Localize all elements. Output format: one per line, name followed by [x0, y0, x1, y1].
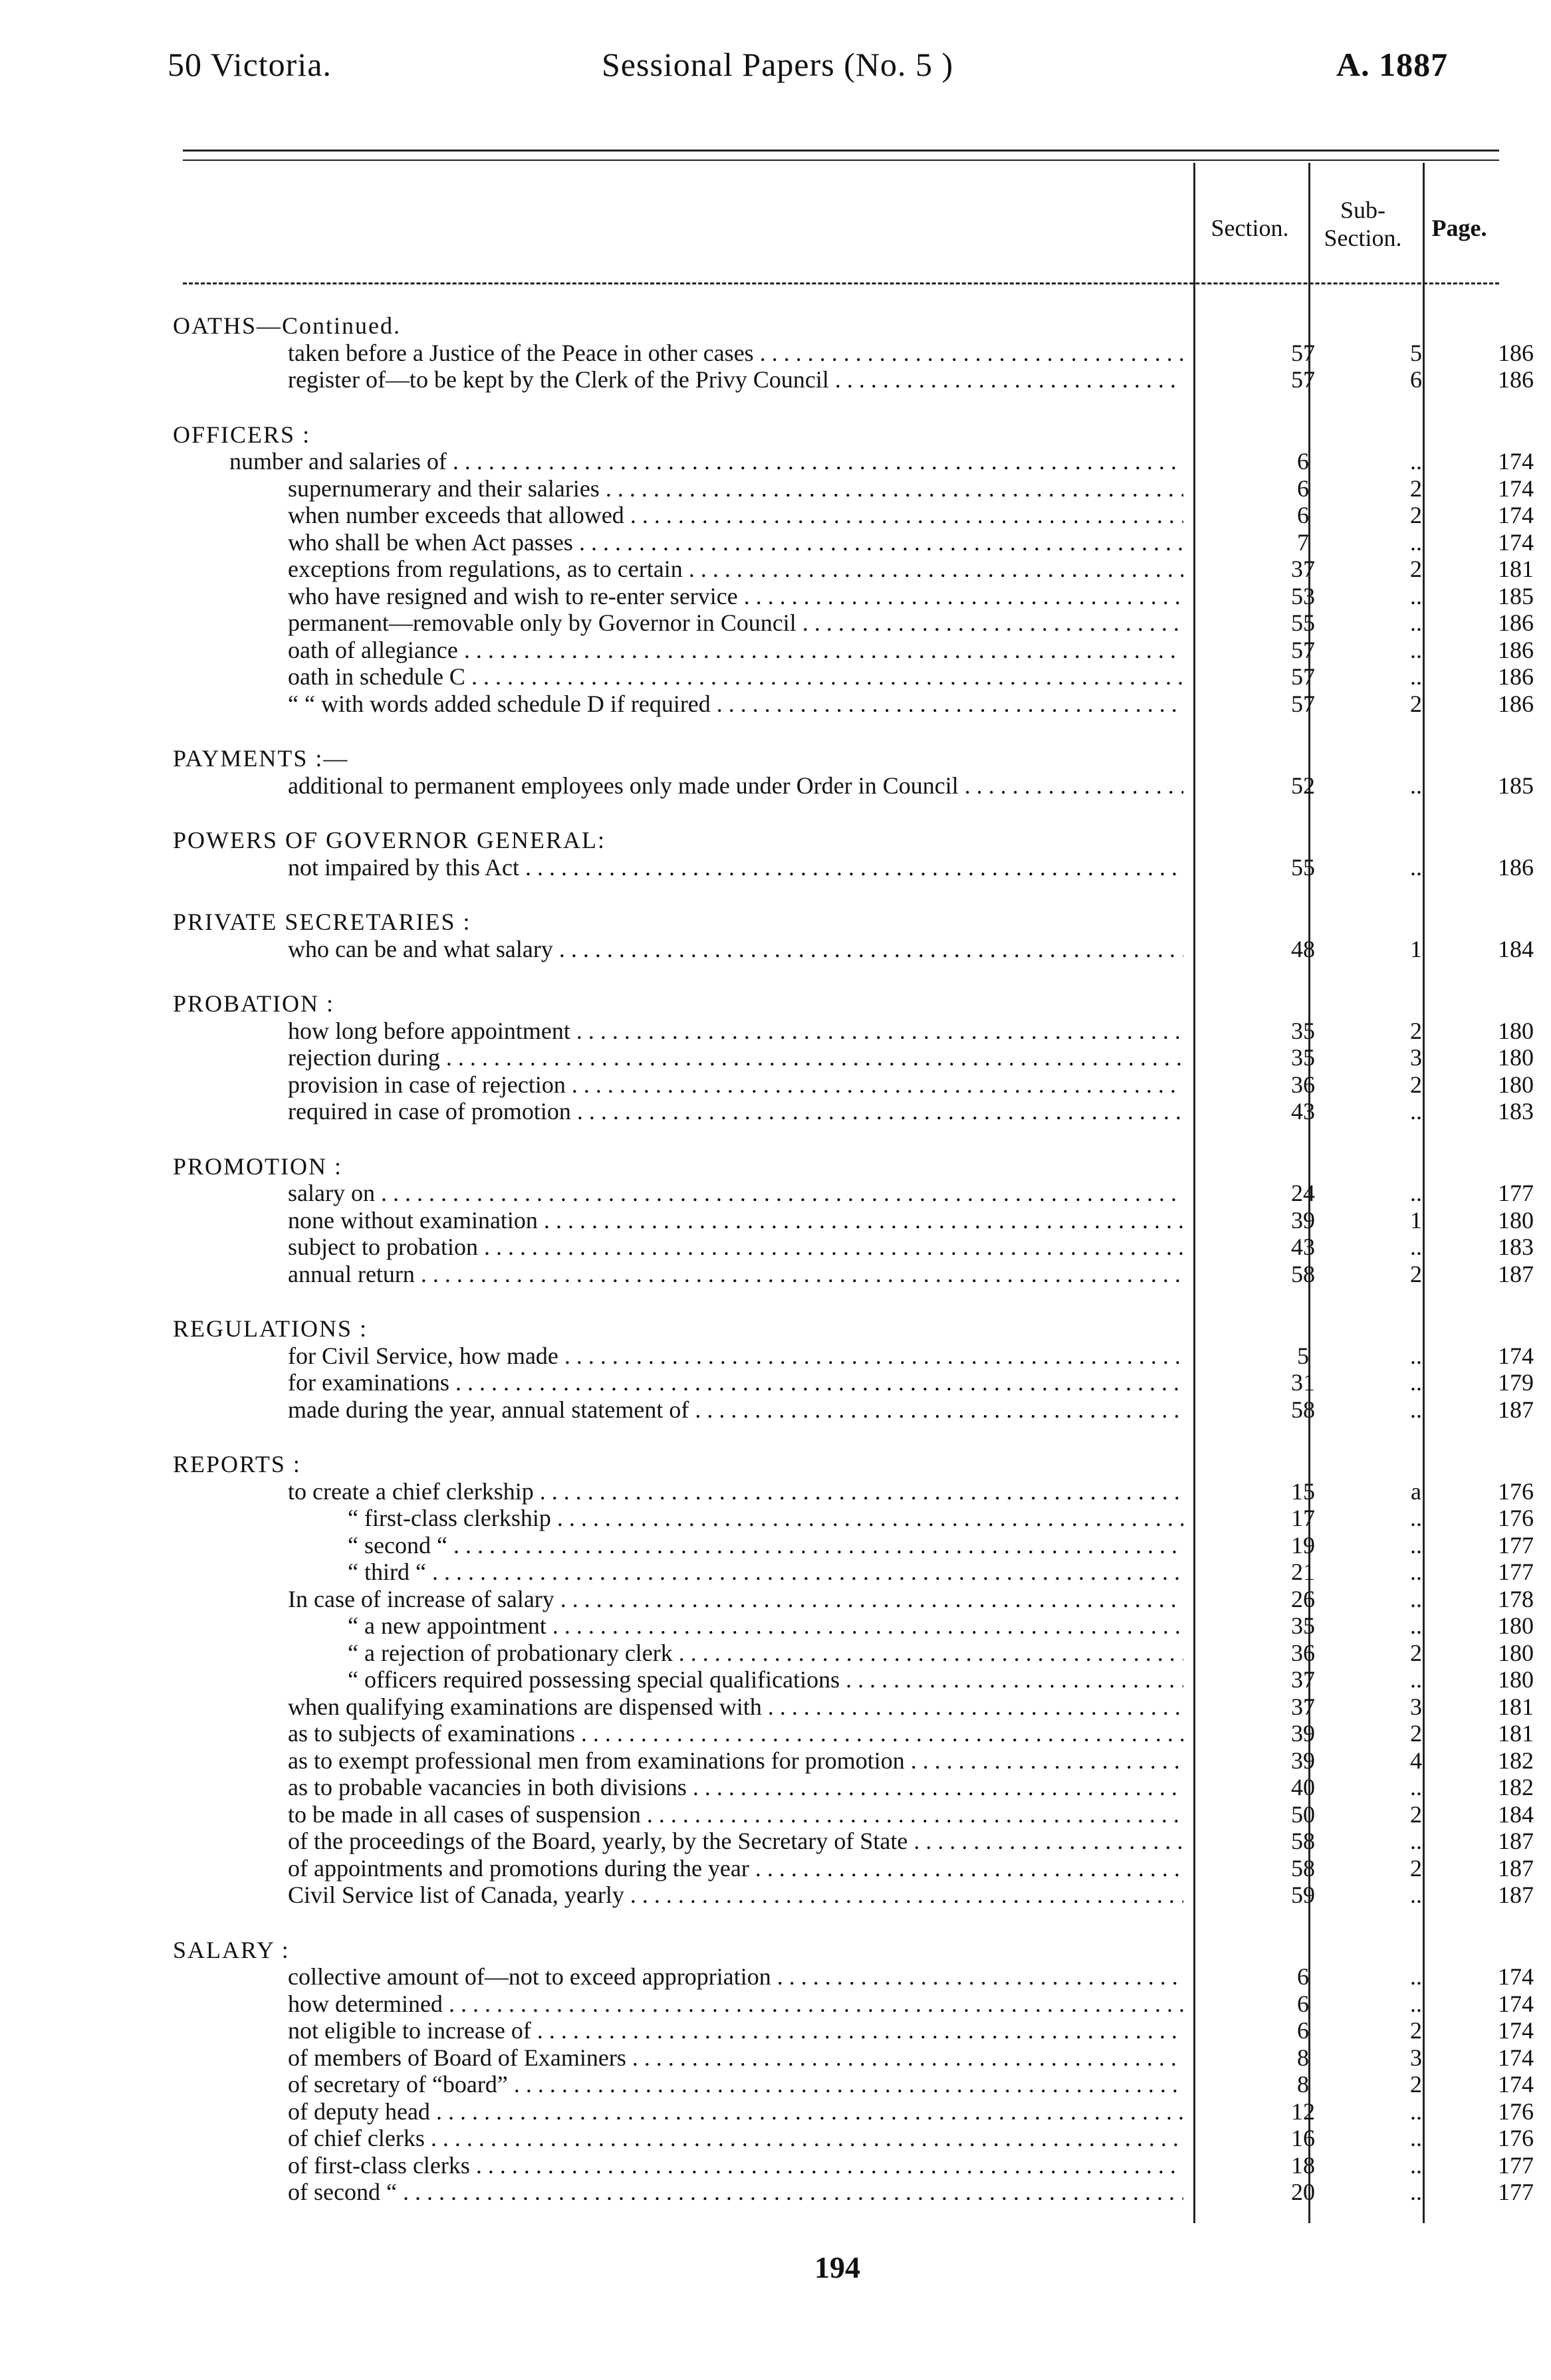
- subsection-number: ..: [1410, 1396, 1422, 1423]
- subsection-number: ..: [1410, 772, 1422, 799]
- subsection-number: ..: [1410, 1369, 1422, 1396]
- index-row: [173, 1774, 1534, 1801]
- section-number: 39: [1291, 1747, 1315, 1774]
- section-number: 37: [1291, 1693, 1315, 1720]
- subsection-number: 2: [1410, 1071, 1422, 1098]
- entry-label: when number exceeds that allowed . . .: [288, 502, 1183, 529]
- subsection-number: ..: [1410, 853, 1422, 881]
- index-row: [173, 1206, 1534, 1234]
- section-number: 37: [1291, 556, 1315, 582]
- page-number-cell: 181: [1498, 1693, 1534, 1720]
- subsection-number: 3: [1410, 2044, 1422, 2071]
- page-number-cell: 177: [1498, 2179, 1534, 2205]
- page-number-cell: 182: [1498, 1774, 1534, 1800]
- section-number: 55: [1291, 609, 1315, 636]
- section-number: 8: [1297, 2044, 1309, 2071]
- section-number: 24: [1291, 1180, 1315, 1206]
- index-row: [173, 1260, 1534, 1288]
- index-row: [173, 690, 1534, 718]
- entry-label: as to exempt professional men from examinations for promotion . . .: [288, 1747, 1183, 1775]
- subsection-number: 2: [1410, 475, 1422, 502]
- subsection-number: 2: [1410, 2071, 1422, 2098]
- section-number: 20: [1291, 2179, 1315, 2205]
- entry-label: of chief clerks . . .: [288, 2125, 1183, 2152]
- header-rule: [183, 282, 1499, 284]
- index-row: [173, 2044, 1534, 2072]
- section-number: 59: [1291, 1882, 1315, 1908]
- index-row: [173, 1854, 1534, 1882]
- index-row: [173, 1044, 1534, 1071]
- page-number-cell: 183: [1498, 1098, 1534, 1125]
- entry-label: “ second “ . . .: [348, 1532, 1183, 1559]
- entry-label: as to subjects of examinations . . .: [288, 1720, 1183, 1747]
- entry-label: number and salaries of . . .: [229, 448, 1183, 475]
- subsection-number: ..: [1410, 2098, 1422, 2125]
- heading-label: SALARY :: [173, 1936, 290, 1963]
- page-number-cell: 174: [1498, 502, 1534, 528]
- index-row: [173, 2151, 1534, 2179]
- entry-label: when qualifying examinations are dispensed with . . .: [288, 1693, 1183, 1721]
- entry-label: “ a rejection of probationary clerk . . .: [348, 1640, 1183, 1667]
- page-number-cell: 174: [1498, 1963, 1534, 1990]
- entry-label: who have resigned and wish to re-enter service . . .: [288, 583, 1183, 610]
- page-number-cell: 187: [1498, 1854, 1534, 1882]
- section-number: 26: [1291, 1585, 1315, 1612]
- index-row: [173, 935, 1534, 963]
- index-heading: [173, 1937, 1516, 1964]
- index-row: [173, 2098, 1534, 2125]
- page-number-cell: 174: [1498, 528, 1534, 556]
- entry-label: “ a new appointment . . .: [348, 1612, 1183, 1640]
- page-number-cell: 176: [1498, 2125, 1534, 2151]
- subsection-number: 5: [1410, 339, 1422, 366]
- page-number-cell: 177: [1498, 1559, 1534, 1585]
- subsection-number: ..: [1410, 663, 1422, 690]
- page-number-cell: 180: [1498, 1071, 1534, 1098]
- index-row: [173, 1800, 1534, 1828]
- page-number-cell: 179: [1498, 1369, 1534, 1396]
- page-number-cell: 174: [1498, 2017, 1534, 2044]
- entry-label: salary on . . .: [288, 1180, 1183, 1207]
- row-spacer: [173, 1125, 1516, 1153]
- header-left: 50 Victoria.: [168, 46, 332, 83]
- subsection-number: 2: [1410, 1800, 1422, 1828]
- subsection-number: ..: [1410, 1666, 1422, 1693]
- index-heading: [173, 909, 1516, 936]
- page-number-cell: 186: [1498, 853, 1534, 881]
- subsection-number: ..: [1410, 636, 1422, 663]
- section-number: 6: [1297, 448, 1309, 475]
- section-number: 6: [1297, 502, 1309, 528]
- index-heading: [173, 1153, 1516, 1180]
- section-number: 57: [1291, 690, 1315, 717]
- entry-label: not eligible to increase of . . .: [288, 2017, 1183, 2044]
- index-row: [173, 1747, 1534, 1775]
- page-number-cell: 180: [1498, 1206, 1534, 1234]
- page-number-cell: 174: [1498, 1342, 1534, 1369]
- entry-label: not impaired by this Act . . .: [288, 854, 1183, 881]
- heading-label: PROBATION :: [173, 990, 335, 1017]
- subsection-number: ..: [1410, 1531, 1422, 1559]
- index-row: [173, 2125, 1534, 2152]
- entry-label: additional to permanent employees only made under Order in Council . . .: [288, 772, 1183, 800]
- section-number: 58: [1291, 1828, 1315, 1854]
- top-rule: [183, 150, 1499, 152]
- page-number-cell: 180: [1498, 1044, 1534, 1071]
- subsection-number: ..: [1410, 1585, 1422, 1612]
- index-row: [173, 1693, 1534, 1721]
- index-row: [173, 528, 1534, 556]
- section-number: 35: [1291, 1044, 1315, 1071]
- section-number: 58: [1291, 1396, 1315, 1423]
- index-row: [173, 2017, 1534, 2044]
- entry-label: none without examination . . .: [288, 1207, 1183, 1234]
- entry-label: oath in schedule C . . .: [288, 663, 1183, 691]
- entry-label: who can be and what salary . . .: [288, 936, 1183, 963]
- index-row: [173, 448, 1534, 475]
- heading-label: OATHS—Continued.: [173, 312, 402, 339]
- section-number: 5: [1297, 1342, 1309, 1369]
- section-number: 35: [1291, 1612, 1315, 1639]
- index-row: [173, 1180, 1534, 1207]
- row-spacer: [173, 799, 1516, 827]
- page-number-cell: 187: [1498, 1260, 1534, 1287]
- section-number: 53: [1291, 582, 1315, 609]
- header-title: Sessional Papers (No. 5 ): [602, 46, 954, 83]
- subsection-number: 3: [1410, 1044, 1422, 1071]
- section-number: 55: [1291, 853, 1315, 881]
- row-spacer: [173, 1909, 1516, 1937]
- column-header-subsection-line2: Section.: [1324, 225, 1402, 251]
- index-row: [173, 1720, 1534, 1747]
- entry-label: to be made in all cases of suspension . . .: [288, 1801, 1183, 1828]
- row-spacer: [173, 881, 1516, 909]
- entry-label: for examinations . . .: [288, 1369, 1183, 1396]
- section-number: 7: [1297, 528, 1309, 556]
- index-row: [173, 1531, 1534, 1559]
- page-number-cell: 186: [1498, 690, 1534, 717]
- heading-label: PRIVATE SECRETARIES :: [173, 909, 471, 935]
- entry-label: oath of allegiance . . .: [288, 637, 1183, 664]
- top-rule-second: [183, 160, 1499, 161]
- section-number: 18: [1291, 2151, 1315, 2179]
- row-spacer: [173, 1287, 1516, 1315]
- index-row: [173, 1396, 1534, 1424]
- subsection-number: 2: [1410, 1854, 1422, 1882]
- section-number: 57: [1291, 636, 1315, 663]
- entry-label: “ officers required possessing special qualifications . . .: [348, 1666, 1183, 1693]
- section-number: 6: [1297, 1963, 1309, 1990]
- subsection-number: ..: [1410, 1098, 1422, 1125]
- section-number: 6: [1297, 2017, 1309, 2044]
- section-number: 19: [1291, 1531, 1315, 1559]
- index-row: [173, 582, 1534, 610]
- page-number-cell: 174: [1498, 2044, 1534, 2071]
- entry-label: supernumerary and their salaries . . .: [288, 475, 1183, 502]
- entry-label: In case of increase of salary . . .: [288, 1586, 1183, 1613]
- subsection-number: 2: [1410, 2017, 1422, 2044]
- index-row: [173, 475, 1534, 502]
- index-row: [173, 1585, 1534, 1613]
- index-row: [173, 1828, 1534, 1855]
- section-number: 36: [1291, 1639, 1315, 1666]
- subsection-number: 2: [1410, 1720, 1422, 1747]
- index-row: [173, 1666, 1534, 1693]
- index-row: [173, 1963, 1534, 1991]
- column-header-section: Section.: [1211, 215, 1289, 241]
- page-number-cell: 174: [1498, 1990, 1534, 2017]
- heading-label: PROMOTION :: [173, 1152, 343, 1180]
- index-row: [173, 1369, 1534, 1396]
- entry-label: of deputy head . . .: [288, 2098, 1183, 2125]
- row-spacer: [173, 717, 1516, 745]
- index-row: [173, 609, 1534, 637]
- subsection-number: ..: [1410, 528, 1422, 556]
- page-number-cell: 180: [1498, 1612, 1534, 1639]
- entry-label: of second “ . . .: [288, 2179, 1183, 2206]
- index-row: [173, 663, 1534, 691]
- page-number-cell: 176: [1498, 1477, 1534, 1505]
- row-spacer: [173, 962, 1516, 990]
- column-header-subsection: [1310, 196, 1416, 252]
- page-number-cell: 187: [1498, 1396, 1534, 1423]
- section-number: 52: [1291, 772, 1315, 799]
- subsection-number: ..: [1410, 1505, 1422, 1531]
- section-number: 31: [1291, 1369, 1315, 1396]
- section-number: 43: [1291, 1234, 1315, 1260]
- index-row: [173, 1234, 1534, 1261]
- subsection-number: ..: [1410, 2151, 1422, 2179]
- subsection-number: ..: [1410, 2179, 1422, 2205]
- entry-label: permanent—removable only by Governor in Council . . .: [288, 609, 1183, 637]
- index-body: [173, 312, 1534, 2206]
- entry-label: rejection during . . .: [288, 1044, 1183, 1071]
- section-number: 36: [1291, 1071, 1315, 1098]
- column-header-page: Page.: [1431, 215, 1487, 241]
- section-number: 21: [1291, 1559, 1315, 1585]
- index-row: [173, 502, 1534, 529]
- section-number: 12: [1291, 2098, 1315, 2125]
- index-row: [173, 853, 1534, 881]
- index-row: [173, 1342, 1534, 1370]
- page-number-cell: 176: [1498, 1505, 1534, 1531]
- index-row: [173, 2071, 1534, 2098]
- page-number-cell: 176: [1498, 2098, 1534, 2125]
- heading-label: OFFICERS :: [173, 421, 311, 448]
- index-row: [173, 339, 1534, 367]
- index-row: [173, 1882, 1534, 1909]
- page-number-cell: 184: [1498, 1800, 1534, 1828]
- entry-label: of members of Board of Examiners . . .: [288, 2044, 1183, 2072]
- entry-label: “ first-class clerkship . . .: [348, 1505, 1183, 1532]
- page-number-cell: 181: [1498, 556, 1534, 582]
- page-number-cell: 174: [1498, 2071, 1534, 2098]
- subsection-number: 2: [1410, 556, 1422, 582]
- page-number-cell: 178: [1498, 1585, 1534, 1612]
- entry-label: for Civil Service, how made . . .: [288, 1343, 1183, 1370]
- entry-label: provision in case of rejection . . .: [288, 1071, 1183, 1099]
- index-row: [173, 1071, 1534, 1099]
- index-row: [173, 636, 1534, 664]
- entry-label: made during the year, annual statement of . . .: [288, 1396, 1183, 1424]
- page-number-cell: 186: [1498, 663, 1534, 690]
- page-number-cell: 174: [1498, 475, 1534, 502]
- heading-label: REPORTS :: [173, 1451, 301, 1477]
- page-number-cell: 177: [1498, 2151, 1534, 2179]
- entry-label: annual return . . .: [288, 1261, 1183, 1288]
- subsection-number: 6: [1410, 366, 1422, 393]
- page-number-cell: 183: [1498, 1234, 1534, 1260]
- row-spacer: [173, 1423, 1516, 1451]
- page-number-cell: 181: [1498, 1720, 1534, 1747]
- header-right: A. 1887: [1336, 46, 1449, 83]
- index-row: [173, 1017, 1534, 1045]
- subsection-number: ..: [1410, 582, 1422, 609]
- subsection-number: ..: [1410, 1963, 1422, 1990]
- page-number-cell: 187: [1498, 1882, 1534, 1908]
- subsection-number: ..: [1410, 1774, 1422, 1800]
- page-number-cell: 180: [1498, 1639, 1534, 1666]
- index-heading: [173, 421, 1516, 449]
- section-number: 58: [1291, 1854, 1315, 1882]
- entry-label: “ third “ . . .: [348, 1559, 1183, 1586]
- subsection-number: ..: [1410, 1990, 1422, 2017]
- subsection-number: ..: [1410, 1612, 1422, 1639]
- section-number: 35: [1291, 1017, 1315, 1044]
- subsection-number: ..: [1410, 2125, 1422, 2151]
- entry-label: of appointments and promotions during the year . . .: [288, 1855, 1183, 1882]
- section-number: 17: [1291, 1505, 1315, 1531]
- entry-label: register of—to be kept by the Clerk of the Privy Council . . .: [288, 366, 1183, 393]
- section-number: 50: [1291, 1800, 1315, 1828]
- row-spacer: [173, 393, 1516, 421]
- page-number-cell: 180: [1498, 1017, 1534, 1044]
- index-row: [173, 1098, 1534, 1125]
- index-heading: [173, 745, 1516, 772]
- section-number: 40: [1291, 1774, 1315, 1800]
- subsection-number: 2: [1410, 1017, 1422, 1044]
- subsection-number: ..: [1410, 1559, 1422, 1585]
- index-row: [173, 1559, 1534, 1586]
- subsection-number: 1: [1410, 935, 1422, 962]
- index-row: [173, 1477, 1534, 1505]
- entry-label: “ “ with words added schedule D if required . . .: [288, 691, 1183, 718]
- section-number: 39: [1291, 1720, 1315, 1747]
- entry-label: as to probable vacancies in both divisions . . .: [288, 1774, 1183, 1801]
- subsection-number: ..: [1410, 609, 1422, 636]
- index-row: [173, 1990, 1534, 2018]
- heading-label: PAYMENTS :—: [173, 745, 349, 772]
- page-number-cell: 174: [1498, 448, 1534, 475]
- page-number-cell: 177: [1498, 1180, 1534, 1206]
- entry-label: who shall be when Act passes . . .: [288, 529, 1183, 556]
- section-number: 43: [1291, 1098, 1315, 1125]
- entry-label: Civil Service list of Canada, yearly . . .: [288, 1882, 1183, 1909]
- entry-label: how long before appointment . . .: [288, 1018, 1183, 1045]
- column-header-subsection-line1: Sub-: [1340, 197, 1385, 223]
- entry-label: subject to probation . . .: [288, 1234, 1183, 1261]
- index-heading: [173, 1315, 1516, 1343]
- index-row: [173, 1505, 1534, 1532]
- entry-label: to create a chief clerkship . . .: [288, 1478, 1183, 1505]
- index-row: [173, 2179, 1534, 2206]
- subsection-number: 3: [1410, 1693, 1422, 1720]
- subsection-number: 2: [1410, 690, 1422, 717]
- subsection-number: ..: [1410, 1180, 1422, 1206]
- section-number: 6: [1297, 475, 1309, 502]
- index-row: [173, 1639, 1534, 1667]
- section-number: 57: [1291, 339, 1315, 366]
- index-row: [173, 366, 1534, 393]
- subsection-number: 2: [1410, 1260, 1422, 1287]
- section-number: 58: [1291, 1260, 1315, 1287]
- subsection-number: ..: [1410, 448, 1422, 475]
- heading-label: REGULATIONS :: [173, 1315, 368, 1342]
- section-number: 48: [1291, 935, 1315, 962]
- page-number-cell: 186: [1498, 339, 1534, 366]
- section-number: 57: [1291, 366, 1315, 393]
- entry-label: taken before a Justice of the Peace in other cases . . .: [288, 340, 1183, 367]
- page-number: 194: [814, 2250, 860, 2284]
- subsection-number: 2: [1410, 1639, 1422, 1666]
- subsection-number: a: [1411, 1477, 1421, 1505]
- index-heading: [173, 990, 1516, 1018]
- page-number-cell: 182: [1498, 1747, 1534, 1774]
- entry-label: collective amount of—not to exceed appropriation . . .: [288, 1963, 1183, 1991]
- subsection-number: 4: [1410, 1747, 1422, 1774]
- page-number-cell: 185: [1498, 772, 1534, 799]
- subsection-number: ..: [1410, 1234, 1422, 1260]
- subsection-number: 1: [1410, 1206, 1422, 1234]
- page-number-cell: 186: [1498, 636, 1534, 663]
- entry-label: of the proceedings of the Board, yearly, by the Secretary of State . . .: [288, 1828, 1183, 1855]
- section-number: 8: [1297, 2071, 1309, 2098]
- page-number-cell: 180: [1498, 1666, 1534, 1693]
- subsection-number: ..: [1410, 1342, 1422, 1369]
- index-row: [173, 772, 1534, 800]
- index-heading: [173, 1451, 1516, 1478]
- page-number-cell: 177: [1498, 1531, 1534, 1559]
- subsection-number: ..: [1410, 1882, 1422, 1908]
- entry-label: of first-class clerks . . .: [288, 2152, 1183, 2179]
- page-number-cell: 187: [1498, 1828, 1534, 1854]
- section-number: 15: [1291, 1477, 1315, 1505]
- entry-label: required in case of promotion . . .: [288, 1098, 1183, 1125]
- entry-label: exceptions from regulations, as to certain . . .: [288, 556, 1183, 583]
- section-number: 16: [1291, 2125, 1315, 2151]
- heading-label: POWERS OF GOVERNOR GENERAL:: [173, 827, 606, 853]
- index-heading: [173, 312, 1516, 340]
- page-number-cell: 185: [1498, 582, 1534, 609]
- index-row: [173, 556, 1534, 583]
- entry-label: how determined . . .: [288, 1991, 1183, 2018]
- section-number: 6: [1297, 1990, 1309, 2017]
- page-number-cell: 186: [1498, 609, 1534, 636]
- index-heading: [173, 827, 1516, 854]
- entry-label: of secretary of “board” . . .: [288, 2071, 1183, 2098]
- subsection-number: 2: [1410, 502, 1422, 528]
- page-number-cell: 184: [1498, 935, 1534, 962]
- page-number-cell: 186: [1498, 366, 1534, 393]
- section-number: 57: [1291, 663, 1315, 690]
- subsection-number: ..: [1410, 1828, 1422, 1854]
- section-number: 39: [1291, 1206, 1315, 1234]
- index-row: [173, 1612, 1534, 1640]
- section-number: 37: [1291, 1666, 1315, 1693]
